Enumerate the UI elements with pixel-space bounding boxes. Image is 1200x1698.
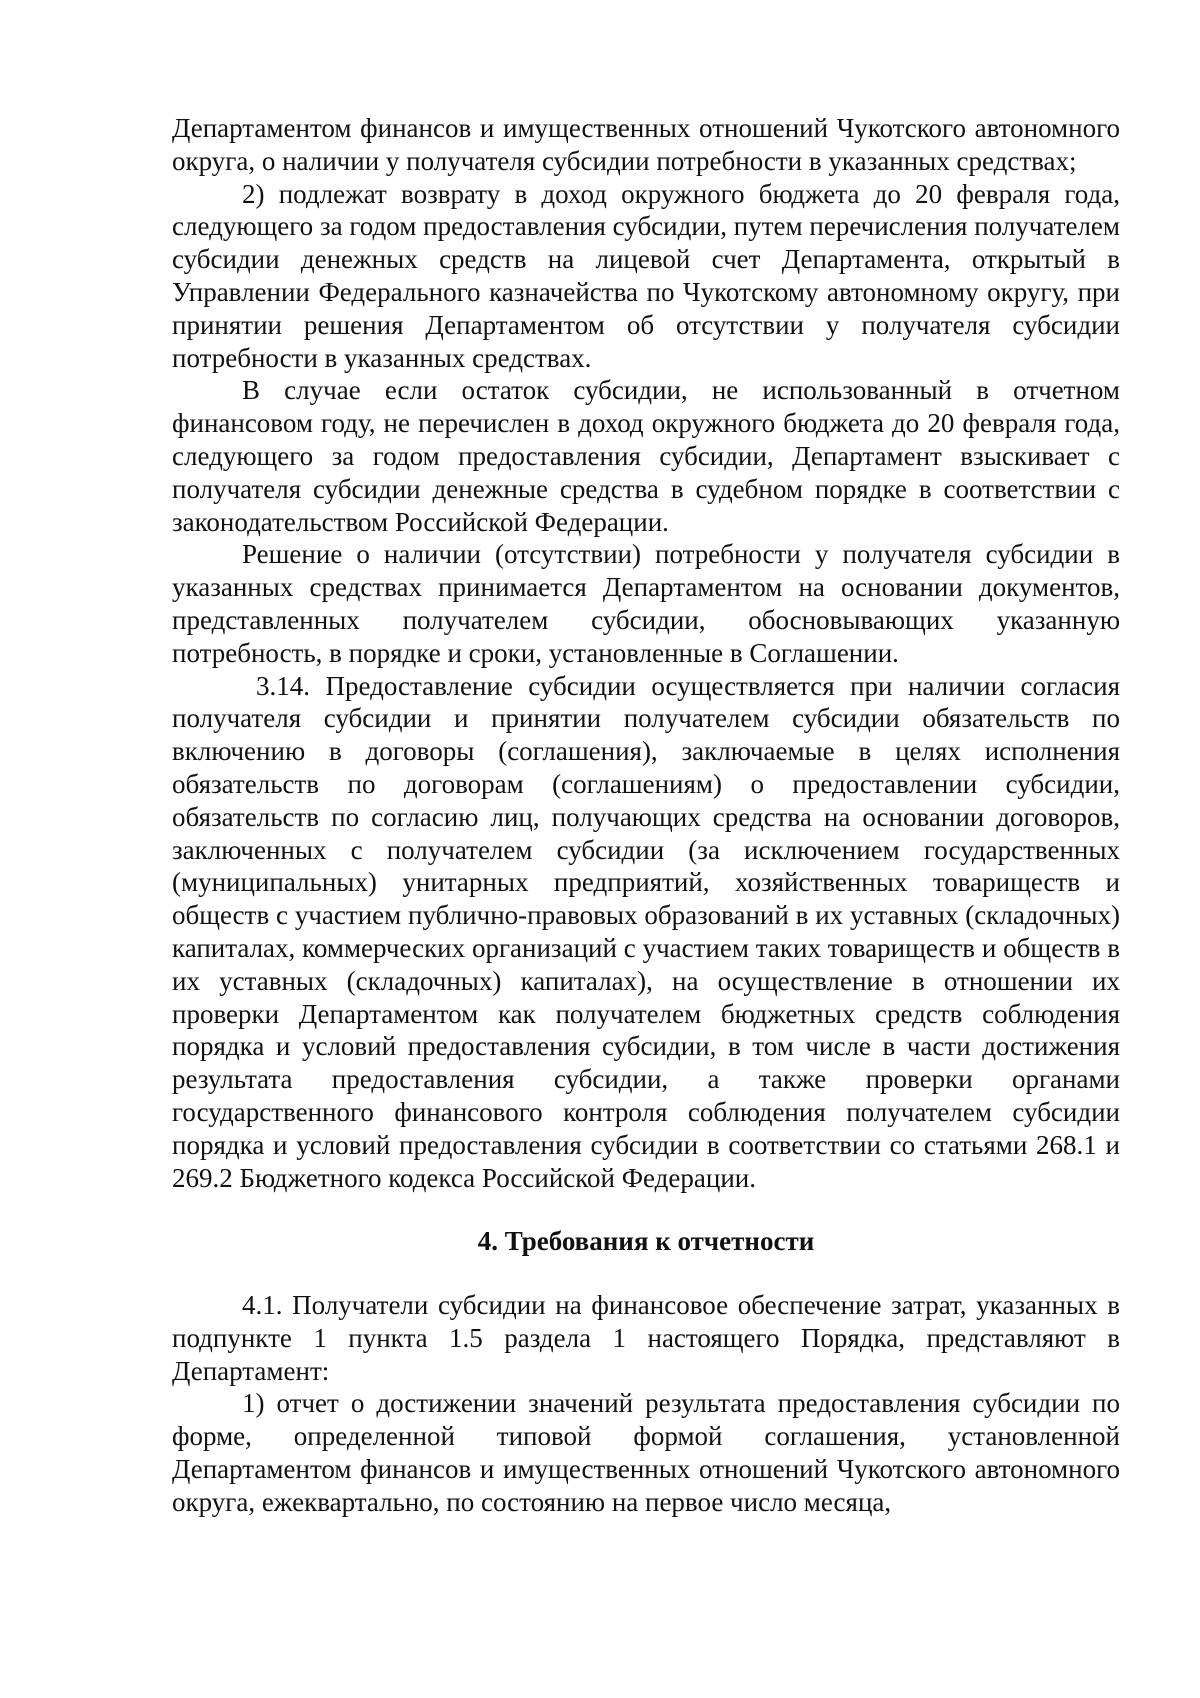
paragraph-continuation: Департаментом финансов и имущественных отношений Чукотского автономного округа, о наличии у получателя субсидии потребности в указанных средствах;	[172, 113, 1120, 176]
paragraph-4-1: 4.1. Получатели субсидии на финансовое обеспечение затрат, указанных в подпункте 1 пункта 1.5 раздела 1 настоящего Порядка, представляют в Департамент:	[172, 1290, 1120, 1386]
paragraph-unused-balance: В случае если остаток субсидии, не использованный в отчетном финансовом году, не перечислен в доход окружного бюджета до 20 февраля года, следующего за годом предоставления субсидии, Департамент взыскивает с получателя субсидии денежные средства в судебном порядке в соответствии с законодательством Российской Федерации.	[172, 375, 1120, 537]
paragraph-item-2: 2) подлежат возврату в доход окружного бюджета до 20 февраля года, следующего за годом предоставления субсидии, путем перечисления получателем субсидии денежных средств на лицевой счет Департамента, открытый в Управлении Федерального казначейства по Чукотскому автономному округу, при принятии решения Департаментом об отсутствии у получателя субсидии потребности в указанных средствах.	[172, 178, 1120, 373]
paragraph-need-decision: Решение о наличии (отсутствии) потребности у получателя субсидии в указанных средствах принимается Департаментом на основании документов, представленных получателем субсидии, обосновывающих указанную потребность, в порядке и сроки, установленные в Соглашении.	[172, 539, 1120, 668]
document-page	[172, 112, 1120, 1519]
paragraph-3-14: 3.14. Предоставление субсидии осуществляется при наличии согласия получателя субсидии и принятии получателем субсидии обязательств по включению в договоры (соглашения), заключаемые в целях исполнения обязательств по договорам (соглашениям) о предоставлении субсидии, обязательств по согласию лиц, получающих средства на основании договоров, заключенных с получателем субсидии (за исключением государственных (муниципальных) унитарных предприятий, хозяйственных товариществ и обществ с участием публично-правовых образований в их уставных (складочных) капиталах, коммерческих организаций с участием таких товариществ и обществ в их уставных (складочных) капиталах), на осуществление в отношении их проверки Департаментом как получателем бюджетных средств соблюдения порядка и условий предоставления субсидии, в том числе в части достижения результата предоставления субсидии, а также проверки органами государственного финансового контроля соблюдения получателем субсидии порядка и условий предоставления субсидии в соответствии со статьями 268.1 и 269.2 Бюджетного кодекса Российской Федерации.	[172, 670, 1120, 1193]
paragraph-report-item-1: 1) отчет о достижении значений результата предоставления субсидии по форме, определенной типовой формой соглашения, установленной Департаментом финансов и имущественных отношений Чукотского автономного округа, ежеквартально, по состоянию на первое число месяца,	[172, 1388, 1120, 1517]
section-heading: 4. Требования к отчетности	[477, 1226, 815, 1257]
